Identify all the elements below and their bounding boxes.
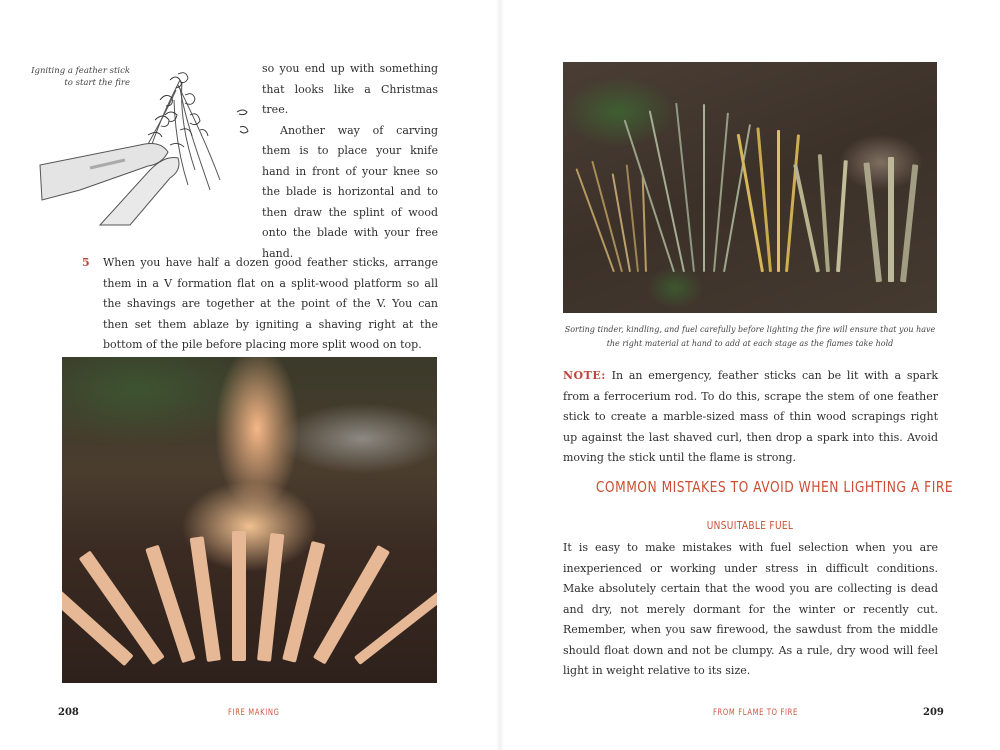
small-fuel-bundle bbox=[808, 152, 858, 272]
step-number: 5 bbox=[82, 256, 90, 269]
page-number-left: 208 bbox=[58, 707, 79, 718]
kindling-stick bbox=[190, 536, 221, 662]
note-block bbox=[563, 366, 938, 469]
photo-caption: Sorting tinder, kindling, and fuel carefully before lighting the fire will ensure that you have the right material at hand to add at each stage as the flames take hold bbox=[564, 325, 936, 348]
kindling-stick bbox=[282, 541, 325, 663]
sorted-tinder-kindling-fuel-photo bbox=[563, 62, 937, 313]
running-head-left: FIRE MAKING bbox=[228, 708, 280, 718]
side-paragraph-1: so you end up with something that looks like a Christmas tree. bbox=[262, 62, 438, 116]
page-number-right: 209 bbox=[923, 707, 944, 718]
kindling-bundle bbox=[753, 122, 803, 272]
side-paragraph-2: Another way of carving them is to place your knife hand in front of your knee so the blade is horizontal and to then draw the splint of wood onto the blade with your free hand. bbox=[262, 123, 438, 260]
paragraph-text: It is easy to make mistakes with fuel selection when you are inexperienced or working under stress in difficult conditions. Make absolutely certain that the wood you are collecting is dead and dry, not merely dormant for the winter or recently cut. Remember, when you saw firewood, the sawdust from the middle should float down and not be clumpy. As a rule, dry wood will feel light in weight relative to its size. bbox=[563, 541, 938, 677]
step-5 bbox=[82, 253, 438, 356]
fine-twigs-bundle bbox=[663, 102, 743, 272]
step-text: When you have half a dozen good feather sticks, arrange them in a V formation flat on a split-wood platform so all the shavings are together at the point of the V. You can then set them ablaze by igniting a shaving right at the bottom of the pile before placing more split wood on top. bbox=[103, 256, 438, 351]
kindling-stick bbox=[257, 533, 284, 662]
note-label: NOTE: bbox=[563, 369, 606, 382]
feather-stick-fire-photo bbox=[62, 357, 437, 683]
running-head-right: FROM FLAME TO FIRE bbox=[713, 708, 798, 718]
side-column-text bbox=[262, 59, 438, 264]
unsuitable-fuel-paragraph bbox=[563, 538, 938, 682]
large-fuel-bundle bbox=[868, 152, 918, 282]
section-heading: COMMON MISTAKES TO AVOID WHEN LIGHTING A FIRE bbox=[595, 478, 954, 496]
illustration-caption: Igniting a feather stick to start the fire bbox=[31, 66, 130, 88]
note-text: In an emergency, feather sticks can be lit with a spark from a ferrocerium rod. To do this, scrape the stem of one feather stick to create a marble-sized mass of thin wood scrapings right up against the last shaved curl, then drop a spark into this. Avoid moving the stick until the flame is strong. bbox=[563, 369, 938, 464]
kindling-stick bbox=[232, 531, 246, 661]
sub-heading: UNSUITABLE FUEL bbox=[706, 519, 794, 532]
